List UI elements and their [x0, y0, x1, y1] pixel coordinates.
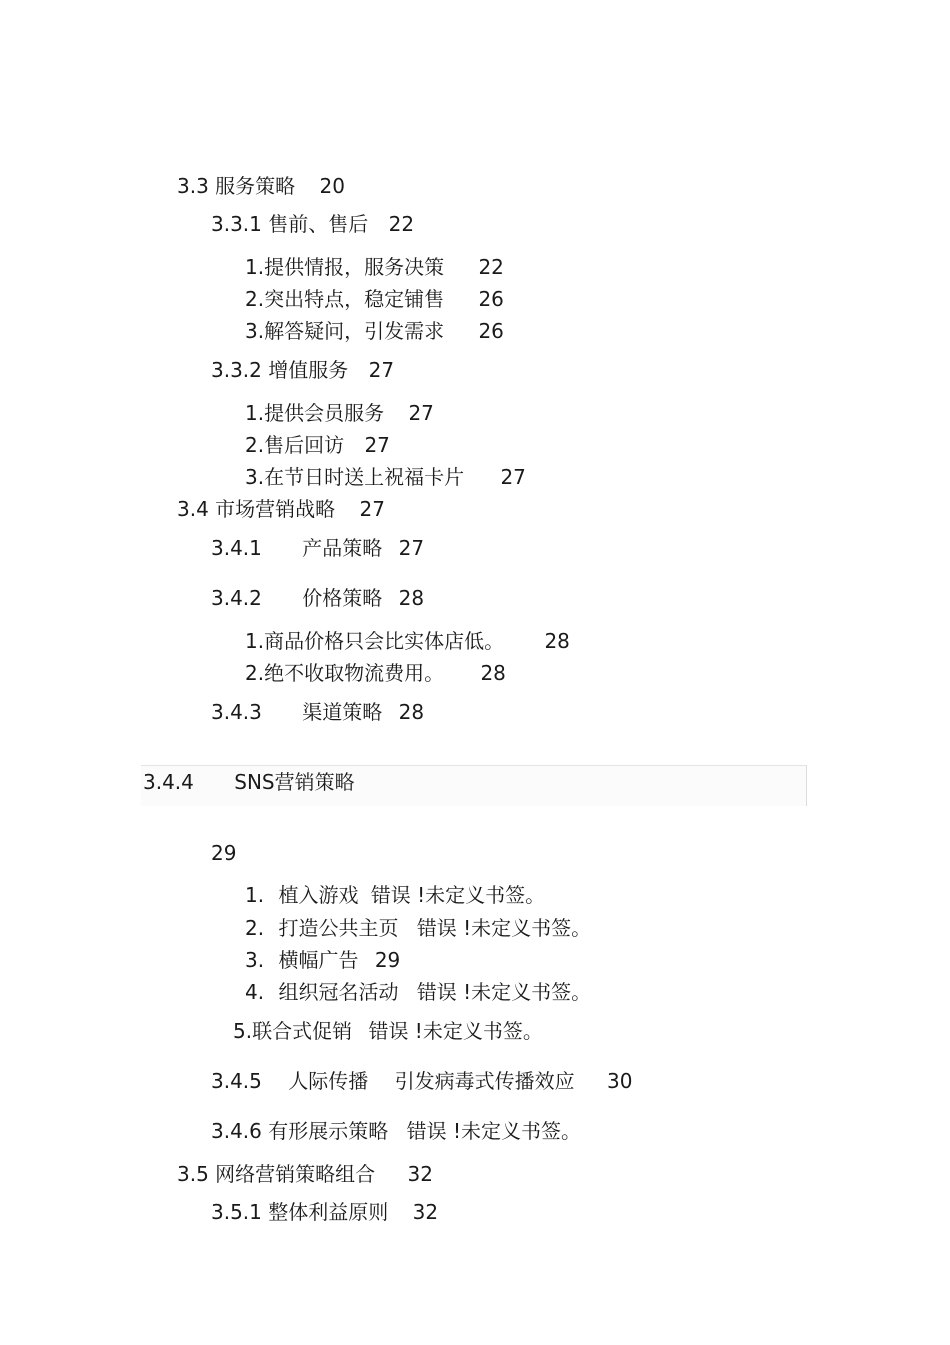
toc-entry-3-4-2[interactable] [211, 586, 424, 610]
page-number: 29 [211, 841, 237, 865]
section-number: 3.3.1 [211, 212, 262, 236]
section-number: 3.5.1 [211, 1200, 262, 1224]
item-text: 2.突出特点，稳定铺售 [245, 287, 445, 311]
toc-item[interactable] [245, 433, 390, 457]
section-subtitle: 引发病毒式传播效应 [394, 1069, 575, 1093]
item-text: 横幅广告 [278, 948, 359, 972]
toc-entry-3-4-1[interactable] [211, 536, 424, 560]
page-number: 27 [500, 465, 526, 489]
page-number: 32 [407, 1162, 433, 1186]
page-number: 错误 !未定义书签。 [406, 1119, 581, 1143]
toc-entry-3-5[interactable] [177, 1162, 433, 1186]
item-text: 3.在节日时送上祝福卡片 [245, 465, 465, 489]
section-title: SNS营销策略 [234, 770, 355, 794]
section-title: 市场营销战略 [215, 497, 336, 521]
item-text: 1.商品价格只会比实体店低。 [245, 629, 505, 653]
item-text: 植入游戏 [278, 883, 359, 907]
page-number: 22 [388, 212, 415, 236]
page-number: 28 [544, 629, 570, 653]
section-number: 3.4.5 [211, 1069, 262, 1093]
page-number: 26 [478, 319, 504, 343]
section-title: 产品策略 [302, 536, 383, 560]
section-number: 3.4.6 [211, 1119, 262, 1143]
item-text: 5.联合式促销 [233, 1019, 353, 1043]
item-number: 2. [245, 916, 265, 940]
page-number: 27 [359, 497, 385, 521]
page-number: 27 [368, 358, 395, 382]
section-title: 网络营销策略组合 [215, 1162, 376, 1186]
page-number: 28 [398, 586, 425, 610]
section-title: 整体利益原则 [268, 1200, 389, 1224]
section-number: 3.5 [177, 1162, 209, 1186]
toc-entry-3-4-5[interactable] [211, 1069, 632, 1093]
item-text: 组织冠名活动 [278, 980, 399, 1004]
toc-entry-3-3-2[interactable] [211, 358, 394, 382]
section-title: 售前、售后 [268, 212, 369, 236]
toc-entry-3-4-3[interactable] [211, 700, 424, 724]
toc-item[interactable] [245, 629, 570, 653]
section-title: 人际传播 [288, 1069, 369, 1093]
page-number: 30 [606, 1069, 633, 1093]
page-number: 27 [408, 401, 434, 425]
section-title: 价格策略 [302, 586, 383, 610]
section-number: 3.4 [177, 497, 209, 521]
page-number: 27 [364, 433, 390, 457]
toc-item[interactable] [233, 1019, 543, 1043]
page-number: 错误 !未定义书签。 [416, 916, 592, 940]
toc-entry-3-3[interactable] [177, 174, 345, 198]
page-number: 32 [412, 1200, 439, 1224]
toc-item[interactable] [245, 319, 504, 343]
section-title: 增值服务 [268, 358, 349, 382]
page-number: 28 [398, 700, 425, 724]
toc-item[interactable] [245, 401, 434, 425]
item-text: 1.提供情报，服务决策 [245, 255, 445, 279]
toc-entry-3-4-4[interactable] [143, 770, 355, 794]
page-number: 26 [478, 287, 504, 311]
section-number: 3.4.4 [143, 770, 194, 794]
toc-item[interactable] [245, 916, 591, 940]
page-number: 27 [398, 536, 425, 560]
toc-entry-3-5-1[interactable] [211, 1200, 438, 1224]
section-number: 3.4.1 [211, 536, 262, 560]
item-text: 1.提供会员服务 [245, 401, 385, 425]
item-text: 2.绝不收取物流费用。 [245, 661, 445, 685]
toc-entry-3-4[interactable] [177, 497, 385, 521]
item-text: 打造公共主页 [278, 916, 399, 940]
section-number: 3.4.3 [211, 700, 262, 724]
toc-item[interactable] [245, 948, 400, 972]
page-number: 错误 !未定义书签。 [370, 883, 546, 907]
page-number: 22 [478, 255, 504, 279]
page-number: 20 [319, 174, 345, 198]
item-number: 1. [245, 883, 265, 907]
section-title: 渠道策略 [302, 700, 383, 724]
section-title: 有形展示策略 [268, 1119, 389, 1143]
section-number: 3.3 [177, 174, 209, 198]
toc-entry-3-4-6[interactable] [211, 1119, 581, 1143]
page-number: 错误 !未定义书签。 [416, 980, 592, 1004]
page-number: 29 [374, 948, 401, 972]
toc-item[interactable] [245, 980, 591, 1004]
item-text: 3.解答疑问，引发需求 [245, 319, 445, 343]
toc-item[interactable] [245, 255, 504, 279]
page-number: 错误 !未定义书签。 [368, 1019, 543, 1043]
toc-entry-3-3-1[interactable] [211, 212, 414, 236]
section-title: 服务策略 [215, 174, 296, 198]
item-text: 2.售后回访 [245, 433, 345, 457]
section-number: 3.3.2 [211, 358, 262, 382]
toc-item[interactable] [245, 465, 526, 489]
section-number: 3.4.2 [211, 586, 262, 610]
page-number: 28 [480, 661, 506, 685]
toc-item[interactable] [245, 287, 504, 311]
toc-item[interactable] [245, 661, 506, 685]
item-number: 3. [245, 948, 265, 972]
item-number: 4. [245, 980, 265, 1004]
toc-item[interactable] [245, 883, 545, 907]
